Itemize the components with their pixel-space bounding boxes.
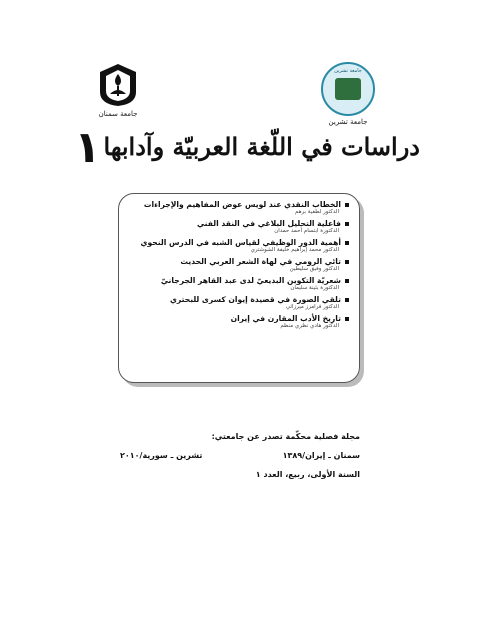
semnan-emblem-icon xyxy=(96,62,140,108)
tishreen-emblem-text: جامعة تشرين xyxy=(334,68,362,74)
article-author: الدكتور وفيق سليطين xyxy=(289,266,339,272)
bullet-icon xyxy=(345,317,349,321)
article-title: الخطاب النقدي عند لويس عوض المفاهيم والإجراءات xyxy=(127,200,349,209)
bullet-icon xyxy=(345,298,349,302)
article-author: الدكتور لطفية برهم xyxy=(294,209,339,215)
bullet-icon xyxy=(345,279,349,283)
issue-number: ١ xyxy=(74,122,101,173)
contents-entry xyxy=(127,314,349,329)
semnan-caption: جامعة سمنان xyxy=(98,110,138,118)
article-author: الدكتور فرامرز ميرزائي xyxy=(285,304,339,310)
article-title: أهمية الدور الوظيفي لقياس الشبه في الدرس النحوي xyxy=(127,238,349,247)
tishreen-university-logo xyxy=(318,62,378,126)
article-author: الدكتورة ابتسام أحمد حمدان xyxy=(274,228,339,234)
semnan-university-logo xyxy=(88,62,148,118)
bullet-icon xyxy=(345,203,349,207)
journal-header xyxy=(60,122,420,172)
table-of-contents xyxy=(118,193,360,383)
publisher-semnan: سمنان ـ إيران/١٣٨٩ xyxy=(282,451,360,460)
contents-entry xyxy=(127,257,349,272)
publisher-tishreen: تشرين ـ سورية/٢٠١٠ xyxy=(120,451,203,460)
article-title: تلقي الصورة في قصيدة إيوان كسرى للبحتري xyxy=(127,295,349,304)
tishreen-caption: جامعة تشرين xyxy=(328,118,368,126)
contents-entry xyxy=(127,295,349,310)
article-title: تاريخ الأدب المقارن في إيران xyxy=(127,314,349,323)
journal-description: مجلة فصلية محكّمة تصدر عن جامعتي: xyxy=(211,432,360,441)
article-title: فاعلية التحليل البلاغي في النقد الفني xyxy=(127,219,349,228)
article-author: الدكتورة بثينة سليمان xyxy=(290,285,339,291)
bullet-icon xyxy=(345,241,349,245)
tishreen-emblem-icon xyxy=(321,62,375,116)
bullet-icon xyxy=(345,260,349,264)
publisher-row xyxy=(120,451,360,460)
article-author: الدكتور محمد إبراهيم خليفة الشوشتري xyxy=(250,247,339,253)
article-title: تائي الرومي في لهاة الشعر العربي الحديث xyxy=(127,257,349,266)
publication-info xyxy=(120,432,360,489)
contents-entry xyxy=(127,200,349,215)
article-author: الدكتور هادي نظري منظم xyxy=(280,323,339,329)
journal-title: دراسات في اللّغة العربيّة وآدابها xyxy=(103,132,420,161)
contents-entry xyxy=(127,276,349,291)
edition-line: السنة الأولى، ربيع، العدد ١ xyxy=(255,470,360,479)
contents-entry xyxy=(127,219,349,234)
bullet-icon xyxy=(345,222,349,226)
article-title: شعريّة التكوين البديعيّ لدى عبد القاهر الجرجانيّ xyxy=(127,276,349,285)
contents-entry xyxy=(127,238,349,253)
